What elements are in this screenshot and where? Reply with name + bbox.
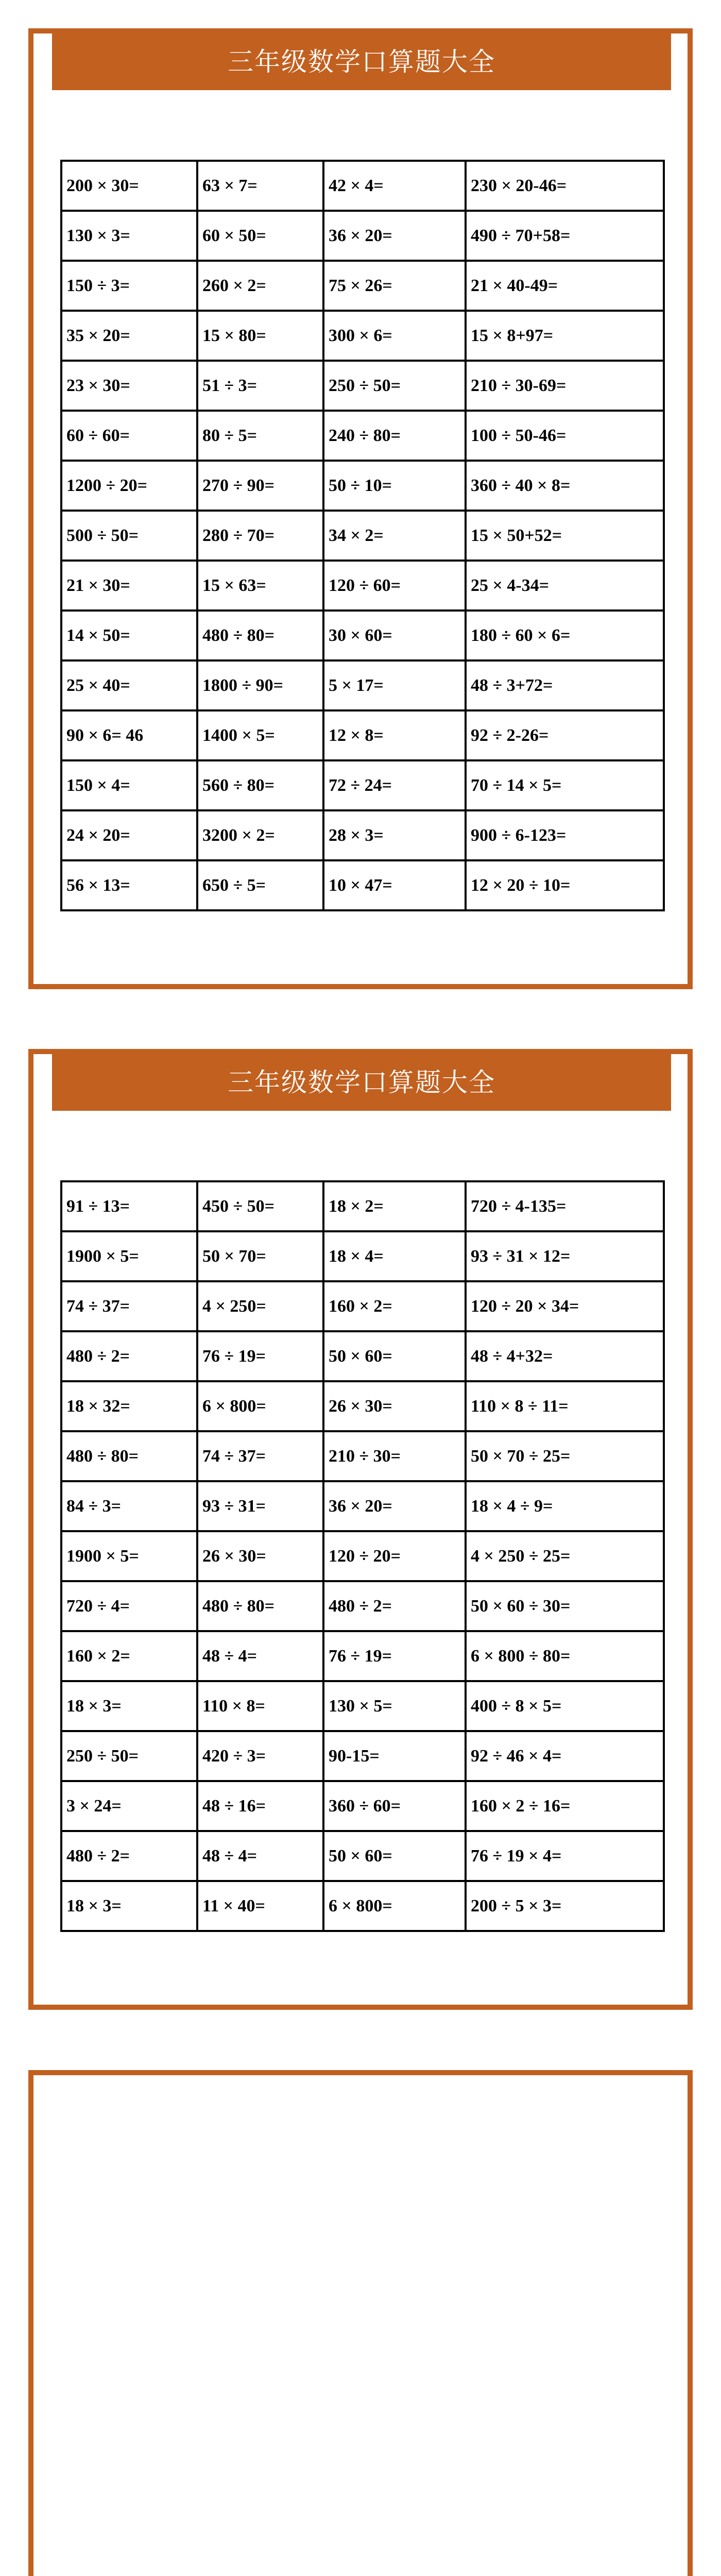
problem-cell: 84 ÷ 3= [61,1481,197,1531]
problem-row [61,1431,664,1481]
problem-row [61,1681,664,1731]
problem-cell: 130 × 3= [61,211,197,261]
problem-row [61,1581,664,1631]
problem-cell: 35 × 20= [61,311,197,361]
problem-row [61,760,664,810]
problem-cell: 6 × 800 ÷ 80= [466,1631,664,1681]
problem-cell: 420 ÷ 3= [197,1731,323,1781]
problem-cell: 93 ÷ 31 × 12= [466,1231,664,1281]
problem-cell: 25 × 40= [61,660,197,710]
problem-cell: 21 × 30= [61,561,197,611]
problem-cell: 10 × 47= [323,860,466,910]
problem-cell: 200 ÷ 5 × 3= [466,1881,664,1931]
problem-cell: 14 × 50= [61,611,197,660]
problem-cell: 4 × 250= [197,1281,323,1331]
problem-cell: 50 × 70 ÷ 25= [466,1431,664,1481]
problem-cell: 90 × 6= 46 [61,710,197,760]
problem-row [61,611,664,660]
problem-row [61,561,664,611]
problem-cell: 480 ÷ 80= [197,611,323,660]
problem-cell: 48 ÷ 3+72= [466,660,664,710]
problem-cell: 50 × 60= [323,1831,466,1881]
problem-table [60,160,665,911]
problem-cell: 480 ÷ 80= [61,1431,197,1481]
problem-cell: 60 ÷ 60= [61,411,197,461]
problem-cell: 260 × 2= [197,261,323,311]
problem-row [61,461,664,511]
problem-cell: 26 × 30= [197,1531,323,1581]
problem-cell: 72 ÷ 24= [323,760,466,810]
problem-cell: 1800 ÷ 90= [197,660,323,710]
problem-cell: 18 × 2= [323,1181,466,1231]
problem-cell: 74 ÷ 37= [61,1281,197,1331]
problem-cell: 1400 × 5= [197,710,323,760]
problem-cell: 24 × 20= [61,810,197,860]
problem-cell: 30 × 60= [323,611,466,660]
problem-cell: 5 × 17= [323,660,466,710]
problem-cell: 900 ÷ 6-123= [466,810,664,860]
problem-cell: 18 × 4 ÷ 9= [466,1481,664,1531]
problem-cell: 48 ÷ 4= [197,1631,323,1681]
problem-cell: 3200 × 2= [197,810,323,860]
problem-cell: 250 ÷ 50= [323,361,466,411]
problem-cell: 18 × 3= [61,1881,197,1931]
blank-card [28,2070,693,2576]
problem-cell: 300 × 6= [323,311,466,361]
problem-cell: 280 ÷ 70= [197,511,323,561]
problem-row [61,1281,664,1331]
problem-cell: 12 × 20 ÷ 10= [466,860,664,910]
problem-cell: 100 ÷ 50-46= [466,411,664,461]
problem-cell: 50 × 70= [197,1231,323,1281]
problem-cell: 130 × 5= [323,1681,466,1731]
problem-table-body [61,1181,664,1931]
problem-cell: 15 × 80= [197,311,323,361]
problem-cell: 34 × 2= [323,511,466,561]
problem-table-body [61,161,664,910]
problem-cell: 50 × 60= [323,1331,466,1381]
problem-cell: 48 ÷ 4= [197,1831,323,1881]
problem-row [61,1381,664,1431]
problem-row [61,1231,664,1281]
problem-row [61,1781,664,1831]
problem-row [61,1631,664,1681]
problem-cell: 480 ÷ 2= [61,1331,197,1381]
problem-cell: 480 ÷ 2= [61,1831,197,1881]
worksheet-card-2 [28,1049,693,2010]
problem-cell: 56 × 13= [61,860,197,910]
problem-cell: 480 ÷ 80= [197,1581,323,1631]
problem-cell: 360 ÷ 60= [323,1781,466,1831]
problem-cell: 720 ÷ 4= [61,1581,197,1631]
problem-cell: 50 × 60 ÷ 30= [466,1581,664,1631]
worksheet-card-1 [28,28,693,989]
problem-cell: 80 ÷ 5= [197,411,323,461]
problem-cell: 160 × 2 ÷ 16= [466,1781,664,1831]
problem-row [61,1831,664,1881]
problem-cell: 1200 ÷ 20= [61,461,197,511]
problem-row [61,411,664,461]
problem-cell: 26 × 30= [323,1381,466,1431]
problem-cell: 50 ÷ 10= [323,461,466,511]
problem-cell: 15 × 63= [197,561,323,611]
problem-row [61,1731,664,1781]
problem-cell: 720 ÷ 4-135= [466,1181,664,1231]
problem-cell: 36 × 20= [323,211,466,261]
problem-cell: 490 ÷ 70+58= [466,211,664,261]
worksheet-title: 三年级数学口算题大全 [52,1054,671,1111]
problem-cell: 110 × 8= [197,1681,323,1731]
problem-cell: 91 ÷ 13= [61,1181,197,1231]
problem-row [61,810,664,860]
problem-cell: 92 ÷ 46 × 4= [466,1731,664,1781]
problem-table [60,1180,665,1932]
problem-cell: 18 × 32= [61,1381,197,1431]
problem-cell: 270 ÷ 90= [197,461,323,511]
problem-cell: 93 ÷ 31= [197,1481,323,1531]
problem-cell: 76 ÷ 19 × 4= [466,1831,664,1881]
problem-cell: 6 × 800= [323,1881,466,1931]
problem-row [61,860,664,910]
problem-cell: 21 × 40-49= [466,261,664,311]
problem-cell: 60 × 50= [197,211,323,261]
problem-row [61,1481,664,1531]
problem-row [61,261,664,311]
problem-cell: 210 ÷ 30-69= [466,361,664,411]
problem-row [61,1531,664,1581]
problem-cell: 3 × 24= [61,1781,197,1831]
problem-cell: 48 ÷ 16= [197,1781,323,1831]
problem-cell: 110 × 8 ÷ 11= [466,1381,664,1431]
problem-cell: 18 × 3= [61,1681,197,1731]
problem-cell: 12 × 8= [323,710,466,760]
problem-cell: 230 × 20-46= [466,161,664,211]
problem-cell: 150 × 4= [61,760,197,810]
problem-cell: 15 × 8+97= [466,311,664,361]
problem-row [61,1881,664,1931]
problem-cell: 250 ÷ 50= [61,1731,197,1781]
problem-cell: 480 ÷ 2= [323,1581,466,1631]
problem-cell: 90-15= [323,1731,466,1781]
problem-cell: 210 ÷ 30= [323,1431,466,1481]
problem-cell: 560 ÷ 80= [197,760,323,810]
problem-cell: 4 × 250 ÷ 25= [466,1531,664,1581]
problem-cell: 180 ÷ 60 × 6= [466,611,664,660]
problem-cell: 25 × 4-34= [466,561,664,611]
problem-cell: 75 × 26= [323,261,466,311]
problem-cell: 120 ÷ 60= [323,561,466,611]
problem-cell: 28 × 3= [323,810,466,860]
problem-cell: 360 ÷ 40 × 8= [466,461,664,511]
problem-cell: 36 × 20= [323,1481,466,1531]
problem-cell: 1900 × 5= [61,1531,197,1581]
worksheet-title: 三年级数学口算题大全 [52,33,671,90]
problem-cell: 11 × 40= [197,1881,323,1931]
problem-cell: 150 ÷ 3= [61,261,197,311]
problem-cell: 160 × 2= [61,1631,197,1681]
problem-cell: 400 ÷ 8 × 5= [466,1681,664,1731]
problem-cell: 650 ÷ 5= [197,860,323,910]
problem-cell: 120 ÷ 20 × 34= [466,1281,664,1331]
problem-cell: 200 × 30= [61,161,197,211]
problem-row [61,660,664,710]
problem-cell: 23 × 30= [61,361,197,411]
problem-cell: 15 × 50+52= [466,511,664,561]
problem-cell: 42 × 4= [323,161,466,211]
problem-cell: 76 ÷ 19= [323,1631,466,1681]
problem-row [61,511,664,561]
problem-cell: 18 × 4= [323,1231,466,1281]
problem-cell: 6 × 800= [197,1381,323,1431]
problem-cell: 76 ÷ 19= [197,1331,323,1381]
problem-cell: 450 ÷ 50= [197,1181,323,1231]
problem-cell: 48 ÷ 4+32= [466,1331,664,1381]
problem-row [61,161,664,211]
problem-cell: 63 × 7= [197,161,323,211]
problem-row [61,361,664,411]
problem-cell: 51 ÷ 3= [197,361,323,411]
problem-cell: 240 ÷ 80= [323,411,466,461]
problem-cell: 92 ÷ 2-26= [466,710,664,760]
problem-cell: 70 ÷ 14 × 5= [466,760,664,810]
problem-cell: 160 × 2= [323,1281,466,1331]
problem-row [61,311,664,361]
problem-row [61,1181,664,1231]
problem-cell: 120 ÷ 20= [323,1531,466,1581]
problem-row [61,1331,664,1381]
problem-cell: 1900 × 5= [61,1231,197,1281]
problem-cell: 74 ÷ 37= [197,1431,323,1481]
problem-cell: 500 ÷ 50= [61,511,197,561]
problem-row [61,710,664,760]
problem-row [61,211,664,261]
